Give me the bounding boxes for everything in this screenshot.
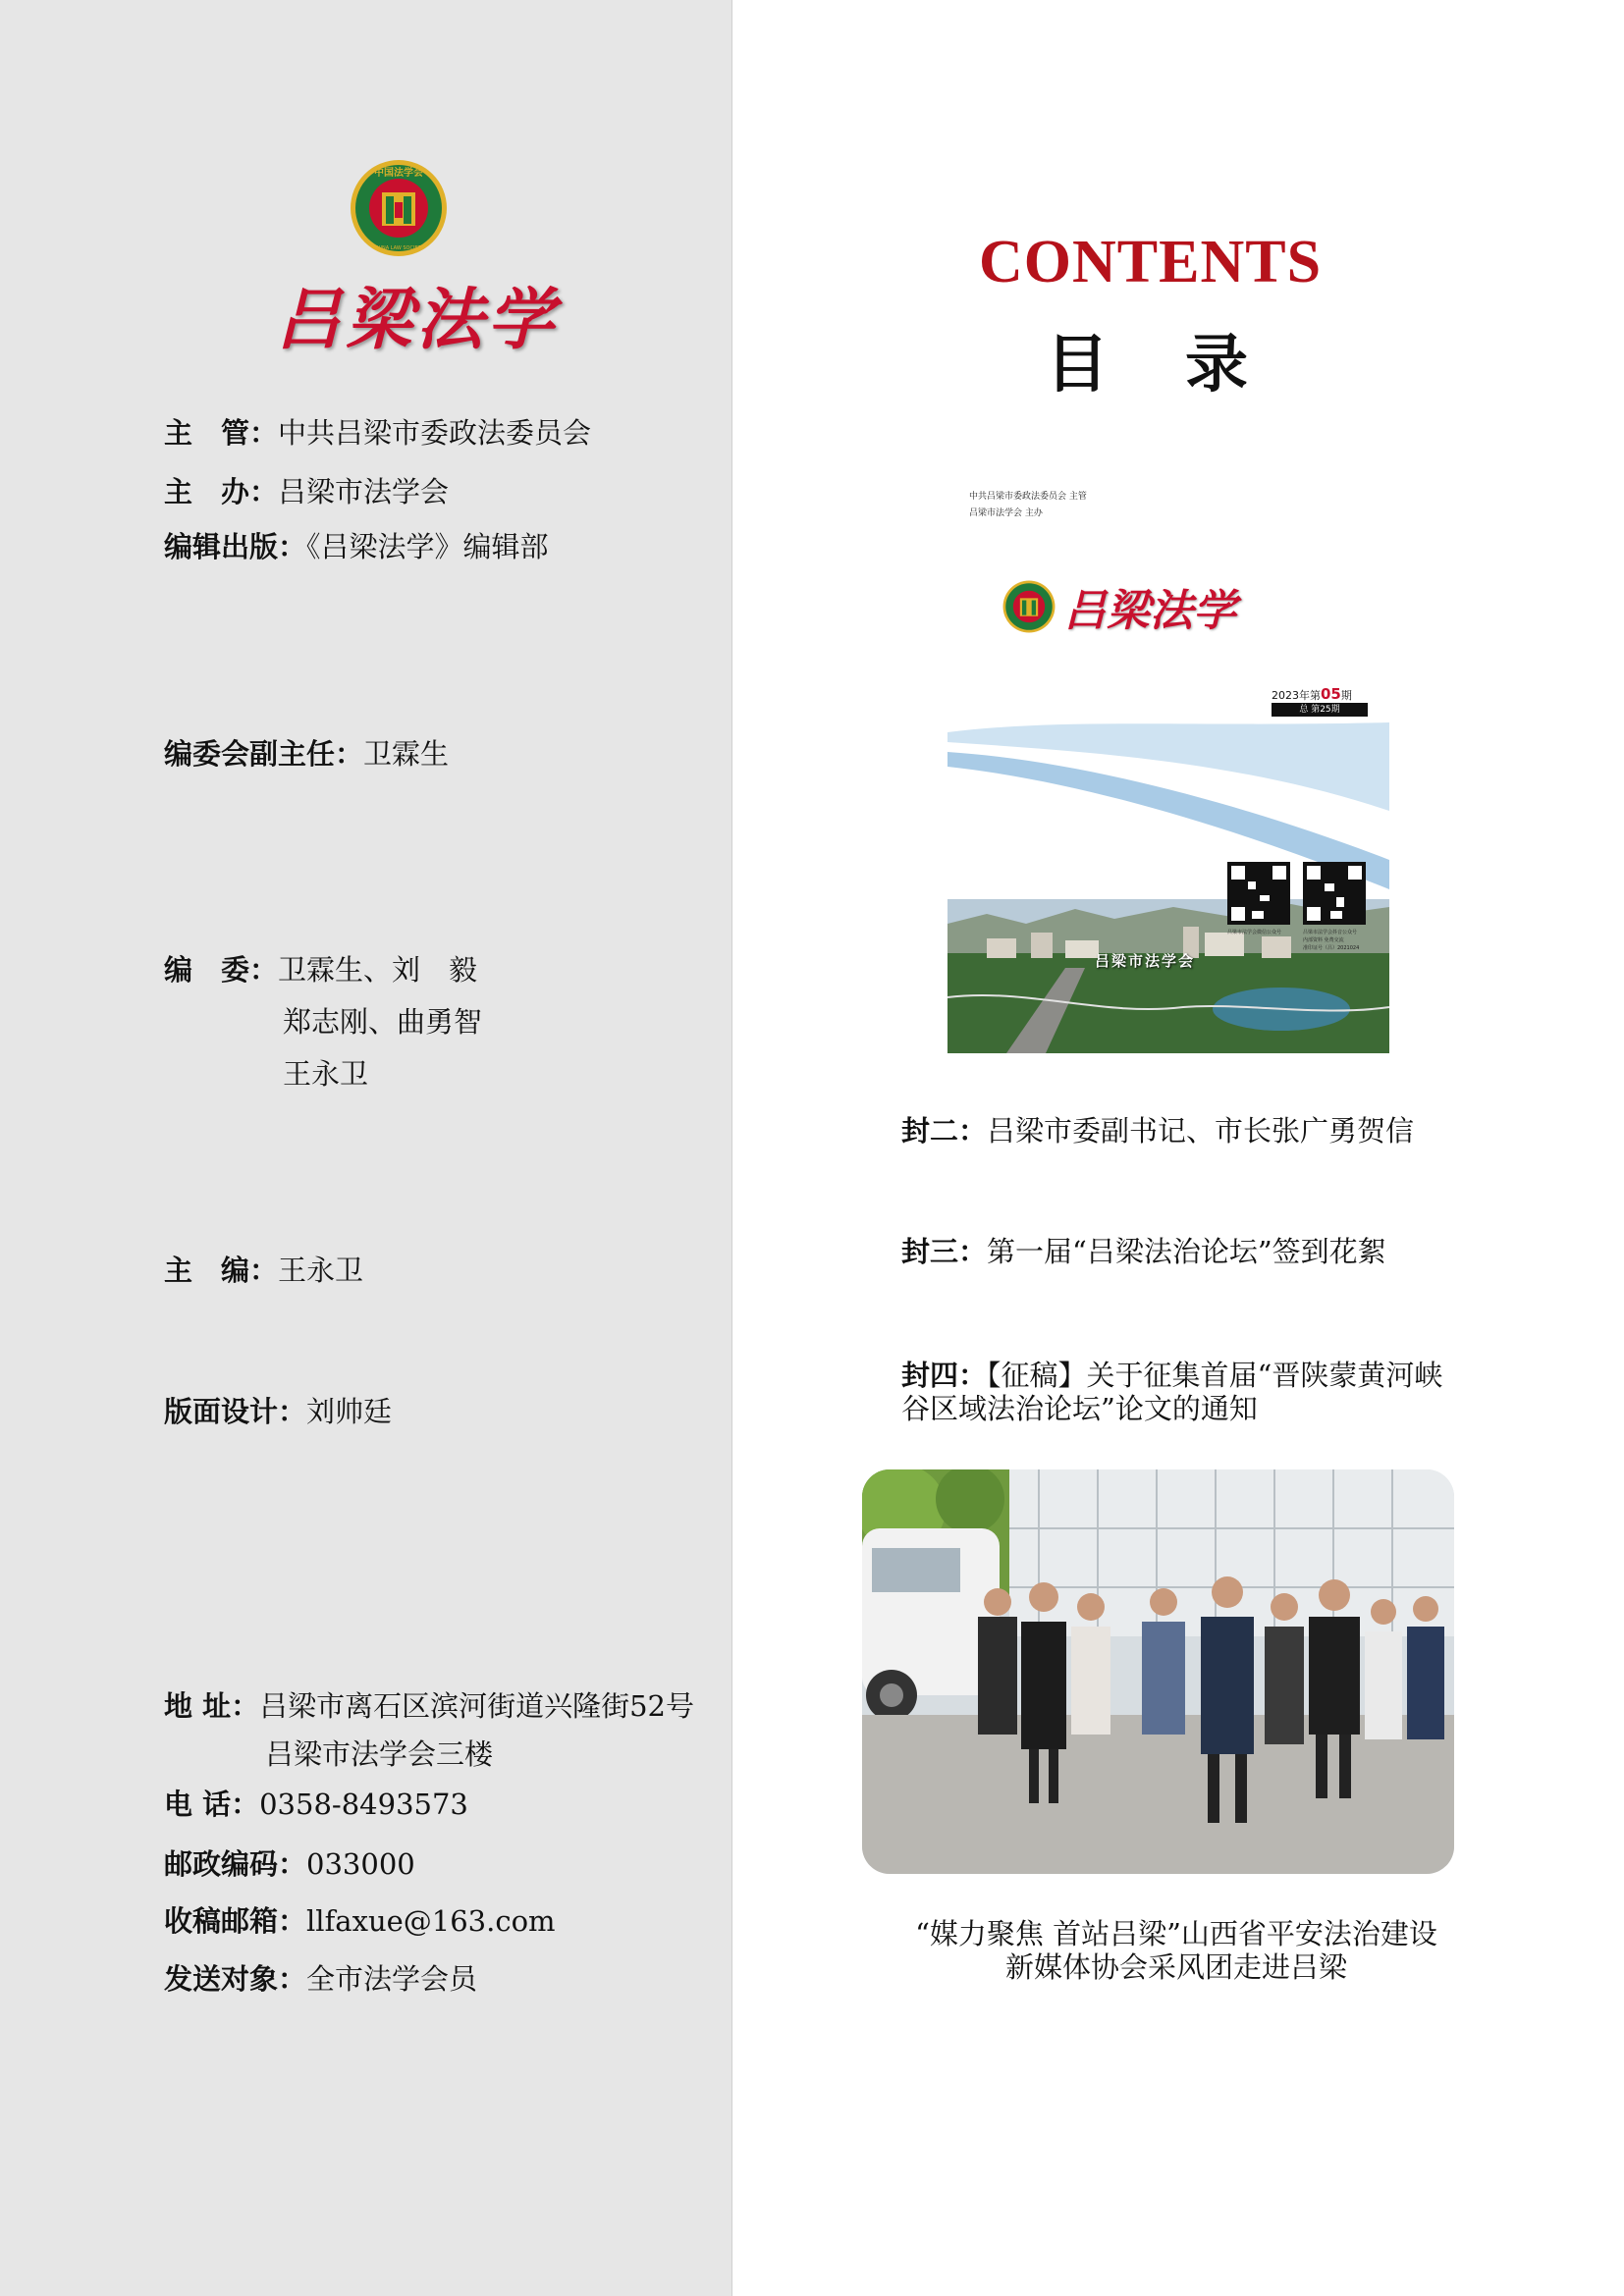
- toc-entry[interactable]: [901, 1235, 1386, 1268]
- photo-caption: “媒力聚焦 首站吕梁”山西省平安法治建设新媒体协会采风团走进吕梁: [915, 1917, 1437, 1984]
- toc-entry-label: 封三：: [901, 1235, 988, 1268]
- postcode-value: 033000: [306, 1847, 415, 1881]
- committee-member-line: 郑志刚、曲勇智: [283, 1005, 483, 1039]
- svg-text:CHINA LAW SOCIETY: CHINA LAW SOCIETY: [373, 245, 424, 251]
- qr-caption-wechat: 吕梁市法学会微信公众号: [1227, 930, 1282, 935]
- delegation-group-photo: [862, 1469, 1454, 1874]
- cover-footnote: 准印证号（吕）2021024: [1303, 945, 1360, 951]
- supervisor-value: 中共吕梁市委政法委员会: [278, 416, 592, 450]
- editor-line: [164, 1251, 363, 1290]
- toc-entry-text: 吕梁市委副书记、市长张广勇贺信: [987, 1114, 1415, 1148]
- cover-supervisor-line: 中共吕梁市委政法委员会 主管: [969, 492, 1087, 502]
- sponsor-value: 吕梁市法学会: [278, 475, 450, 508]
- cover-sponsor-line: 吕梁市法学会 主办: [969, 508, 1043, 518]
- phone-value: 0358-8493573: [259, 1788, 468, 1821]
- toc-entry-label: 封二：: [901, 1114, 988, 1148]
- cover-issue-number: 2023年第05期: [1272, 685, 1352, 703]
- address-line: [164, 1686, 694, 1726]
- cover-logo-text: 吕梁法学: [1063, 586, 1236, 636]
- editor-value: 王永卫: [278, 1254, 364, 1287]
- masthead-logo-text: 吕梁法学: [275, 281, 559, 359]
- deputy-director-value: 卫霖生: [363, 737, 450, 771]
- qr-caption-douyin: 吕梁市法学会抖音公众号: [1303, 930, 1358, 935]
- magazine-cover-image: [947, 479, 1389, 1053]
- phone-label: 电 话：: [164, 1788, 260, 1821]
- cover-emblem-icon: [1002, 580, 1056, 633]
- cover-banner-text: 吕梁市法学会: [1095, 952, 1196, 970]
- committee-member-line: 卫霖生、刘 毅: [278, 953, 478, 987]
- committee-label: 编 委：: [164, 953, 279, 987]
- toc-entry-text: 第一届“吕梁法治论坛”签到花絮: [987, 1235, 1386, 1268]
- publisher-line: [164, 527, 549, 566]
- toc-entry[interactable]: [901, 1359, 1451, 1425]
- address-value: 吕梁市离石区滨河街道兴隆街52号: [259, 1689, 695, 1723]
- phone-line: [164, 1785, 468, 1824]
- left-panel: [0, 0, 732, 2296]
- audience-label: 发送对象：: [164, 1962, 307, 1996]
- deputy-director-line: [164, 734, 449, 774]
- svg-text:中国法学会: 中国法学会: [374, 168, 423, 179]
- law-society-emblem-icon: [350, 159, 448, 257]
- email-value[interactable]: llfaxue@163.com: [306, 1904, 556, 1938]
- deputy-director-label: 编委会副主任：: [164, 737, 364, 771]
- cover-city-photo: [947, 722, 1389, 1053]
- toc-entry[interactable]: [901, 1114, 1414, 1148]
- address-value-line2: 吕梁市法学会三楼: [265, 1737, 494, 1771]
- toc-entry-text: 【征稿】关于征集首届“晋陕蒙黄河峡谷区域法治论坛”论文的通知: [901, 1359, 1443, 1425]
- contents-title-cn: 目录: [1046, 328, 1325, 401]
- committee-line: [164, 950, 477, 989]
- postcode-label: 邮政编码：: [164, 1847, 307, 1881]
- audience-line: [164, 1959, 477, 1999]
- cover-footnote: 内部资料 免费交流: [1303, 937, 1344, 943]
- designer-line: [164, 1392, 392, 1431]
- contents-title-en: CONTENTS: [979, 229, 1323, 295]
- address-label: 地 址：: [164, 1689, 260, 1723]
- sponsor-label: 主 办：: [164, 475, 279, 508]
- sponsor-line: [164, 472, 449, 511]
- cover-total-issue: 总 第25期: [1272, 703, 1368, 717]
- publisher-label: 编辑出版：: [164, 530, 307, 563]
- email-line: [164, 1901, 556, 1941]
- postcode-line: [164, 1844, 415, 1884]
- editor-label: 主 编：: [164, 1254, 279, 1287]
- supervisor-line: [164, 413, 591, 453]
- email-label: 收稿邮箱：: [164, 1904, 307, 1938]
- toc-entry-label: 封四：: [901, 1359, 988, 1392]
- supervisor-label: 主 管：: [164, 416, 279, 450]
- designer-value: 刘帅廷: [306, 1395, 393, 1428]
- publisher-value: 《吕梁法学》编辑部: [306, 530, 549, 563]
- audience-value: 全市法学会员: [306, 1962, 478, 1996]
- committee-member-line: 王永卫: [283, 1057, 369, 1091]
- designer-label: 版面设计：: [164, 1395, 307, 1428]
